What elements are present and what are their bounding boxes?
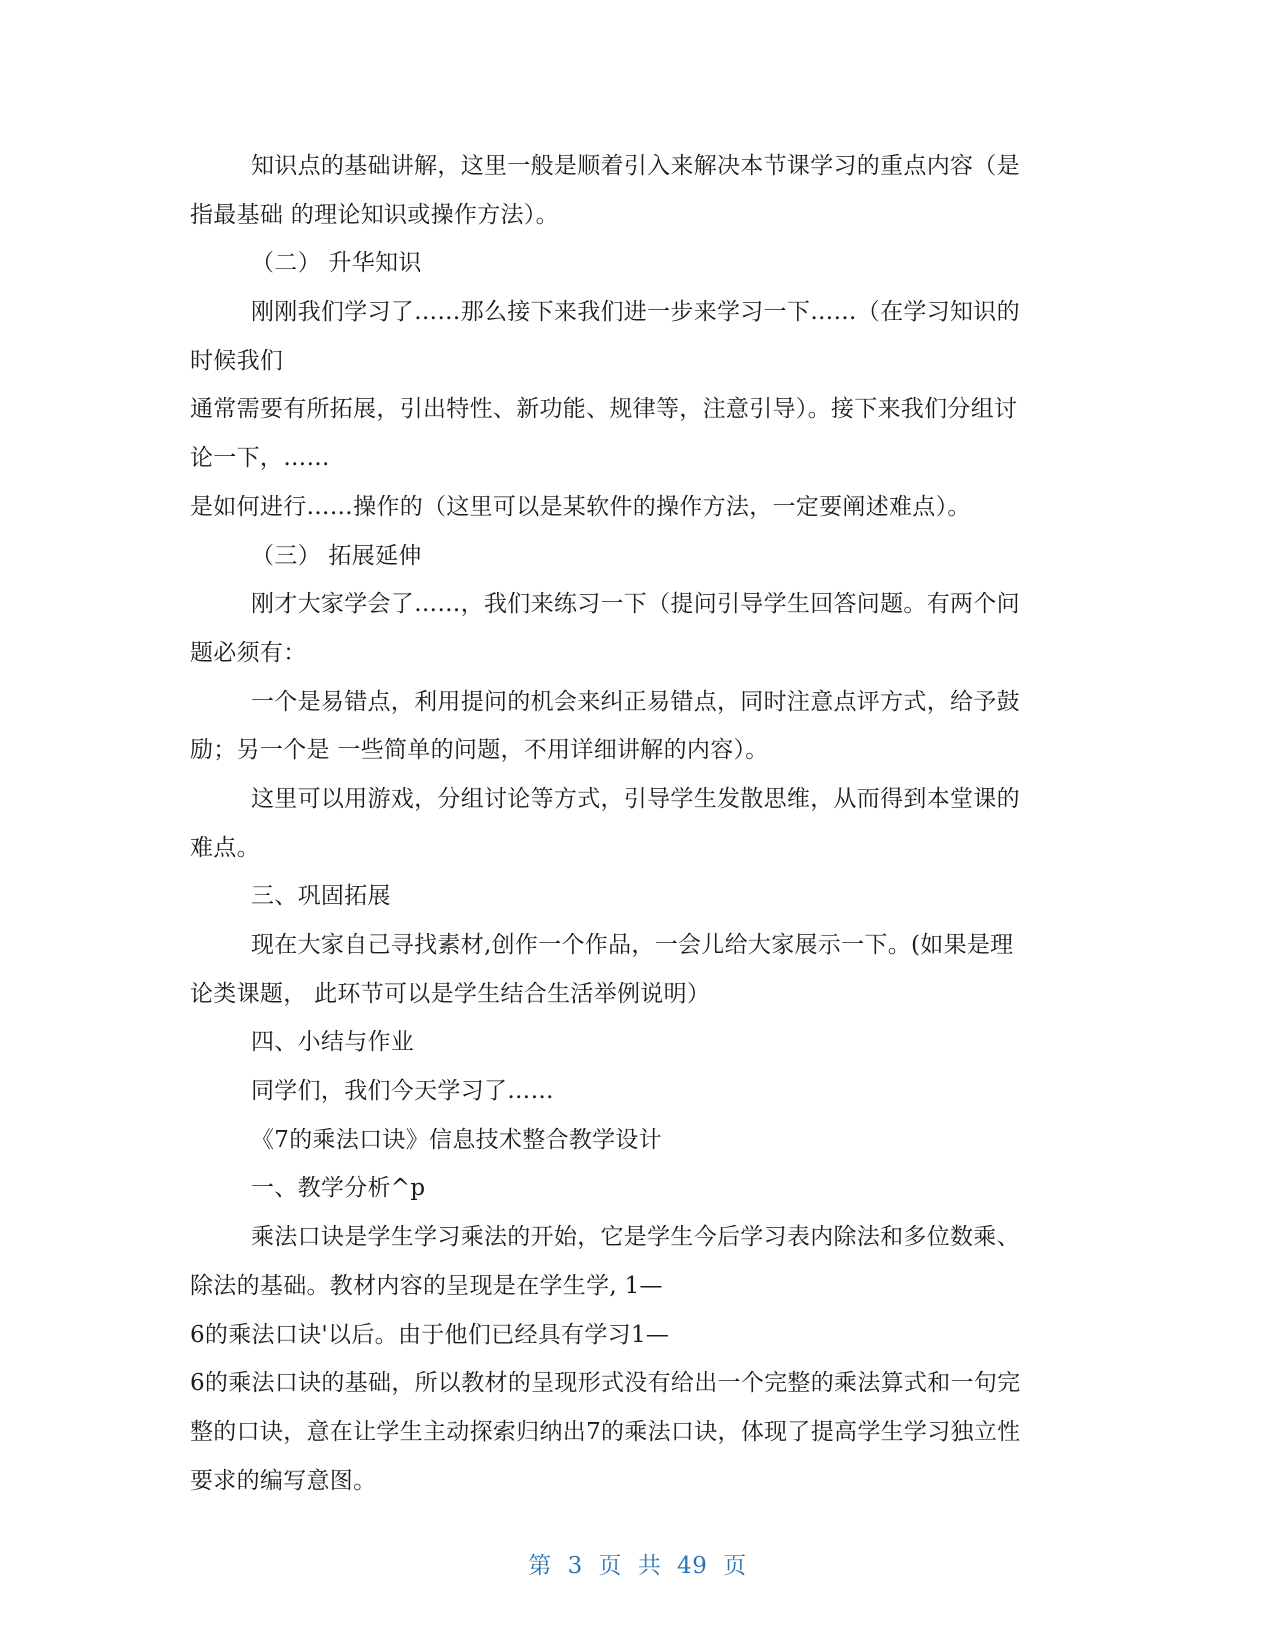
text-line: 6的乘法口诀'以后。由于他们已经具有学习1— [190,1321,670,1348]
document-body [190,142,1090,1505]
text-line: 论类课题， 此环节可以是学生结合生活举例说明） [190,980,711,1007]
text-line: 这里可以用游戏，分组讨论等方式，引导学生发散思维，从而得到本堂课的 [251,785,1020,812]
text-line: 题必须有： [190,639,307,666]
text-line: 是如何进行……操作的（这里可以是某软件的操作方法，一定要阐述难点）。 [190,493,971,520]
text-line: 除法的基础。教材内容的呈现是在学生学, 1— [190,1272,663,1299]
text-line: 整的口诀，意在让学生主动探索归纳出7的乘法口诀，体现了提高学生学习独立性 [190,1418,1021,1445]
text-line: 要求的编写意图。 [190,1467,377,1494]
footer-suffix: 页 [723,1553,747,1579]
text-line: 励；另一个是 一些简单的问题，不用详细讲解的内容）。 [190,737,769,764]
text-line: 一、教学分析^p [251,1175,426,1202]
text-line: （二） 升华知识 [251,250,422,277]
footer-total-word: 共 [637,1553,662,1579]
text-line: （三） 拓展延伸 [251,542,422,569]
text-line: 6的乘法口诀的基础，所以教材的呈现形式没有给出一个完整的乘法算式和一句完 [190,1370,1021,1397]
text-line: 知识点的基础讲解，这里一般是顺着引入来解决本节课学习的重点内容（是 [251,153,1020,179]
text-line: 刚刚我们学习了……那么接下来我们进一步来学习一下……（在学习知识的 [251,299,1020,326]
text-line: 《7的乘法口诀》信息技术整合教学设计 [251,1126,663,1153]
page-footer [0,1547,1275,1580]
text-line: 同学们，我们今天学习了…… [251,1078,554,1105]
text-line: 时候我们 [190,347,284,374]
footer-total-pages: 49 [677,1553,708,1579]
text-line: 现在大家自己寻找素材,创作一个作品，一会儿给大家展示一下。(如果是理 [251,932,1014,958]
footer-page-word: 页 [598,1553,623,1579]
text-line: 刚才大家学会了……，我们来练习一下（提问引导学生回答问题。有两个问 [251,591,1020,618]
text-line: 一个是易错点，利用提问的机会来纠正易错点，同时注意点评方式，给予鼓 [251,688,1020,715]
text-line: 三、巩固拓展 [251,883,391,910]
text-line: 论一下，…… [190,445,330,472]
text-line: 乘法口诀是学生学习乘法的开始，它是学生今后学习表内除法和多位数乘、 [251,1224,1020,1251]
text-line: 通常需要有所拓展，引出特性、新功能、规律等，注意引导）。接下来我们分组讨 [190,396,1018,423]
footer-page-number: 3 [567,1553,583,1579]
footer-prefix: 第 [528,1553,552,1579]
text-line: 难点。 [190,834,260,861]
text-line: 指最基础 的理论知识或操作方法）。 [190,201,559,228]
text-line: 四、小结与作业 [251,1029,415,1056]
